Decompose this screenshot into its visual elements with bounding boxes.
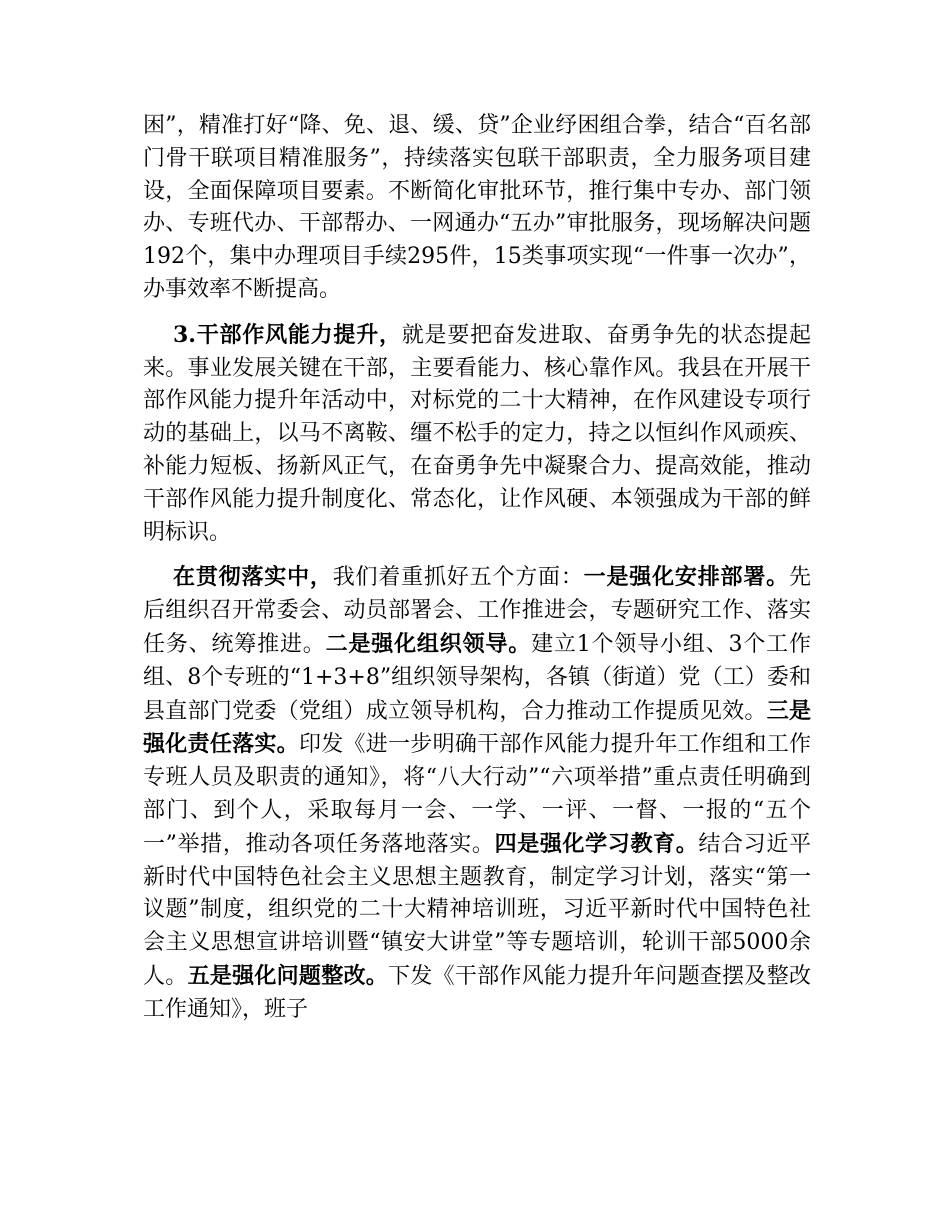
section-heading: 3.干部作风能力提升， [173,321,402,348]
paragraph-text: 建立1个领导小组、3个工作组、8个专班的“1+3+8”组织领导架构，各镇（街道）党（工）委和县直部门党委（党组）成立领导机构，合力推动工作提质见效。 [143,631,811,724]
document-body [143,110,811,1027]
paragraph-five-aspects [143,561,811,1026]
paragraph-text: 印发《进一步明确干部作风能力提升年工作组和工作专班人员及职责的通知》，将“八大行动”“六项举措”重点责任明确到部门、到个人，采取每月一会、一学、一评、一督、一报的“五个一”举措，推动各项任务落地落实。 [143,732,811,857]
point-heading-1: 一是强化安排部署。 [583,564,789,591]
point-heading-4: 四是强化学习教育。 [494,830,699,857]
point-heading-3: 三是强化责任落实。 [143,697,811,758]
point-heading-2: 二是强化组织领导。 [325,630,532,657]
paragraph-text: 我们着重抓好五个方面： [332,565,584,591]
paragraph-project-service [143,110,811,307]
paragraph-text: 困”，精准打好“降、免、退、缓、贷”企业纾困组合拳，结合“百名部门骨干联项目精准服务”，持续落实包联干部职责，全力服务项目建设，全面保障项目要素。不断简化审批环节，推行集中专办、部门领办、专班代办、干部帮办、一网通办“五办”审批服务，现场解决问题192个，集中办理项目手续295件，15类事项实现“一件事一次办”，办事效率不断提高。 [143,113,811,302]
paragraph-text: 下发《干部作风能力提升年问题查摆及整改工作通知》，班子 [143,963,811,1022]
point-heading-5: 五是强化问题整改。 [187,962,389,989]
paragraph-text: 就是要把奋发进取、奋勇争先的状态提起来。事业发展关键在干部，主要看能力、核心靠作风。我县在开展干部作风能力提升年活动中，对标党的二十大精神，在作风建设专项行动的基础上，以马不离鞍、缰不松手的定力，持之以恒纠作风顽疾、补能力短板、扬新风正气，在奋勇争先中凝聚合力、提高效能，推动干部作风能力提升制度化、常态化，让作风硬、本领强成为干部的鲜明标识。 [143,322,811,545]
lead-in-phrase: 在贯彻落实中， [173,564,333,591]
paragraph-cadre-style [143,319,811,550]
paragraph-text: 结合习近平新时代中国特色社会主义思想主题教育，制定学习计划，落实“第一议题”制度，组织党的二十大精神培训班，习近平新时代中国特色社会主义思想宣讲培训暨“镇安大讲堂”等专题培训，轮训干部5000余人。 [143,831,811,989]
paragraph-text: 先后组织召开常委会、动员部署会、工作推进会，专题研究工作、落实任务、统筹推进。 [143,565,811,657]
